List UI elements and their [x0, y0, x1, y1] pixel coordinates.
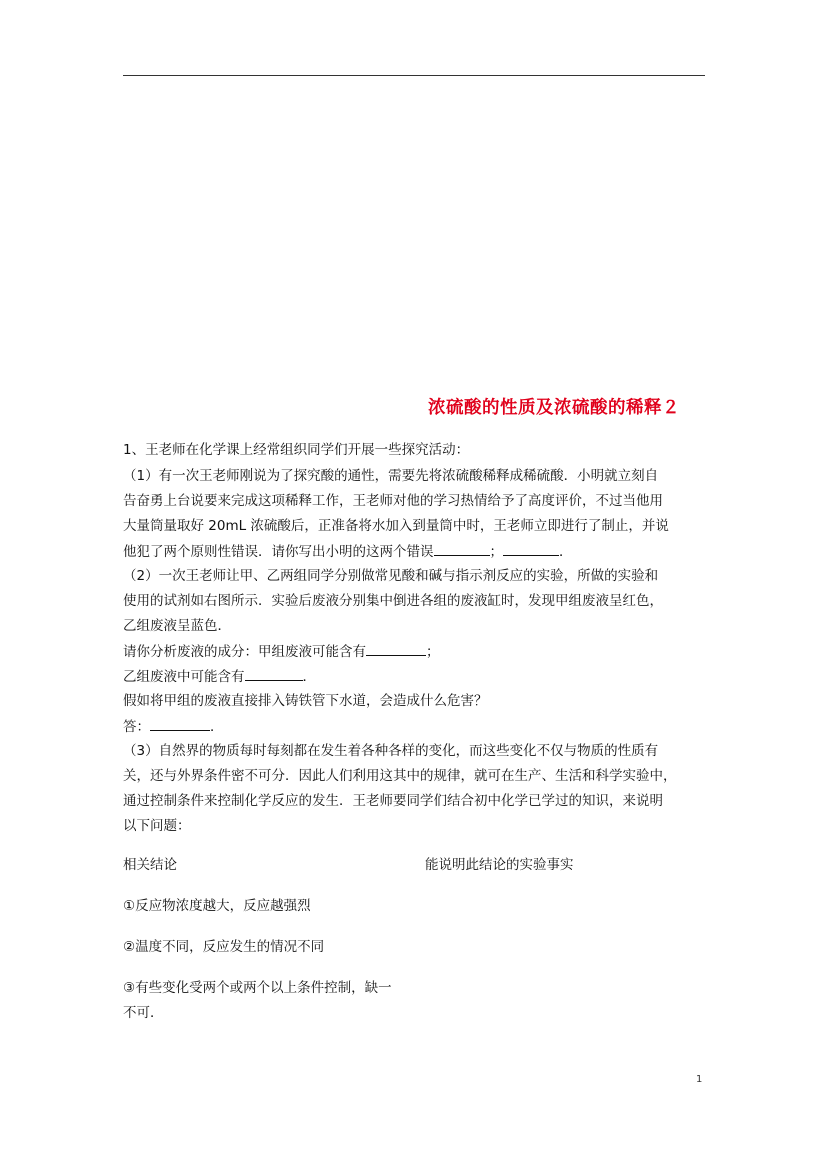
part3-line3: 通过控制条件来控制化学反应的发生．王老师要同学们结合初中化学已学过的知识，来说明	[123, 793, 663, 809]
part2-line4-text: 请你分析废液的成分：甲组废液可能含有	[123, 644, 366, 660]
separator: ；	[426, 644, 440, 660]
part2-line3: 乙组废液呈蓝色．	[123, 618, 231, 634]
answer-blank-hazard[interactable]	[150, 716, 210, 731]
conclusion-row-3-cont: 不可．	[123, 1005, 164, 1021]
period: ．	[559, 544, 573, 560]
answer-blank-error1[interactable]	[434, 541, 490, 556]
conclusion-row-1: ①反应物浓度越大，反应越强烈	[123, 898, 311, 914]
part3-line4: 以下问题：	[123, 818, 191, 834]
answer-label: 答：	[123, 719, 150, 735]
answer-blank-error2[interactable]	[503, 541, 559, 556]
part2-line2: 使用的试剂如右图所示．实验后废液分别集中倒进各组的废液缸时，发现甲组废液呈红色，	[123, 593, 663, 609]
part2-line6: 假如将甲组的废液直接排入铸铁管下水道，会造成什么危害？	[123, 693, 488, 709]
part2-line5	[123, 666, 316, 687]
header-rule	[123, 75, 705, 76]
part1-line1: （1）有一次王老师刚说为了探究酸的通性，需要先将浓硫酸稀释成稀硫酸．小明就立刻自	[123, 468, 659, 484]
part1-line4	[123, 541, 573, 562]
part2-line4	[123, 641, 440, 662]
period: ．	[302, 669, 316, 685]
answer-blank-group-a[interactable]	[366, 641, 426, 656]
part3-line2: 关，还与外界条件密不可分．因此人们利用这其中的规律，就可在生产、生活和科学实验中，	[123, 768, 677, 784]
document-title: 浓硫酸的性质及浓硫酸的稀释２	[428, 398, 680, 418]
table-header-evidence: 能说明此结论的实验事实	[425, 857, 574, 873]
part3-line1: （3）自然界的物质每时每刻都在发生着各种各样的变化，而这些变化不仅与物质的性质有	[123, 743, 659, 759]
page-number: 1	[696, 1074, 703, 1085]
conclusion-row-2: ②温度不同，反应发生的情况不同	[123, 939, 325, 955]
part1-line2: 告奋勇上台说要来完成这项稀释工作，王老师对他的学习热情给予了高度评价，不过当他用	[123, 493, 663, 509]
part2-line1: （2）一次王老师让甲、乙两组同学分别做常见酸和碱与指示剂反应的实验，所做的实验和	[123, 568, 659, 584]
separator: ；	[489, 544, 503, 560]
part1-line4-text: 他犯了两个原则性错误．请你写出小明的这两个错误	[123, 544, 434, 560]
part2-line5-text: 乙组废液中可能含有	[123, 669, 245, 685]
answer-blank-group-b[interactable]	[245, 666, 303, 681]
table-header-conclusion: 相关结论	[123, 857, 177, 873]
part2-line7: 答： ．	[123, 716, 224, 737]
part1-line3: 大量筒量取好 20mL 浓硫酸后，正准备将水加入到量筒中时，王老师立即进行了制止，并说	[123, 518, 669, 534]
question-intro: 1、王老师在化学课上经常组织同学们开展一些探究活动：	[123, 442, 470, 458]
conclusion-row-3: ③有些变化受两个或两个以上条件控制，缺一	[123, 980, 392, 996]
